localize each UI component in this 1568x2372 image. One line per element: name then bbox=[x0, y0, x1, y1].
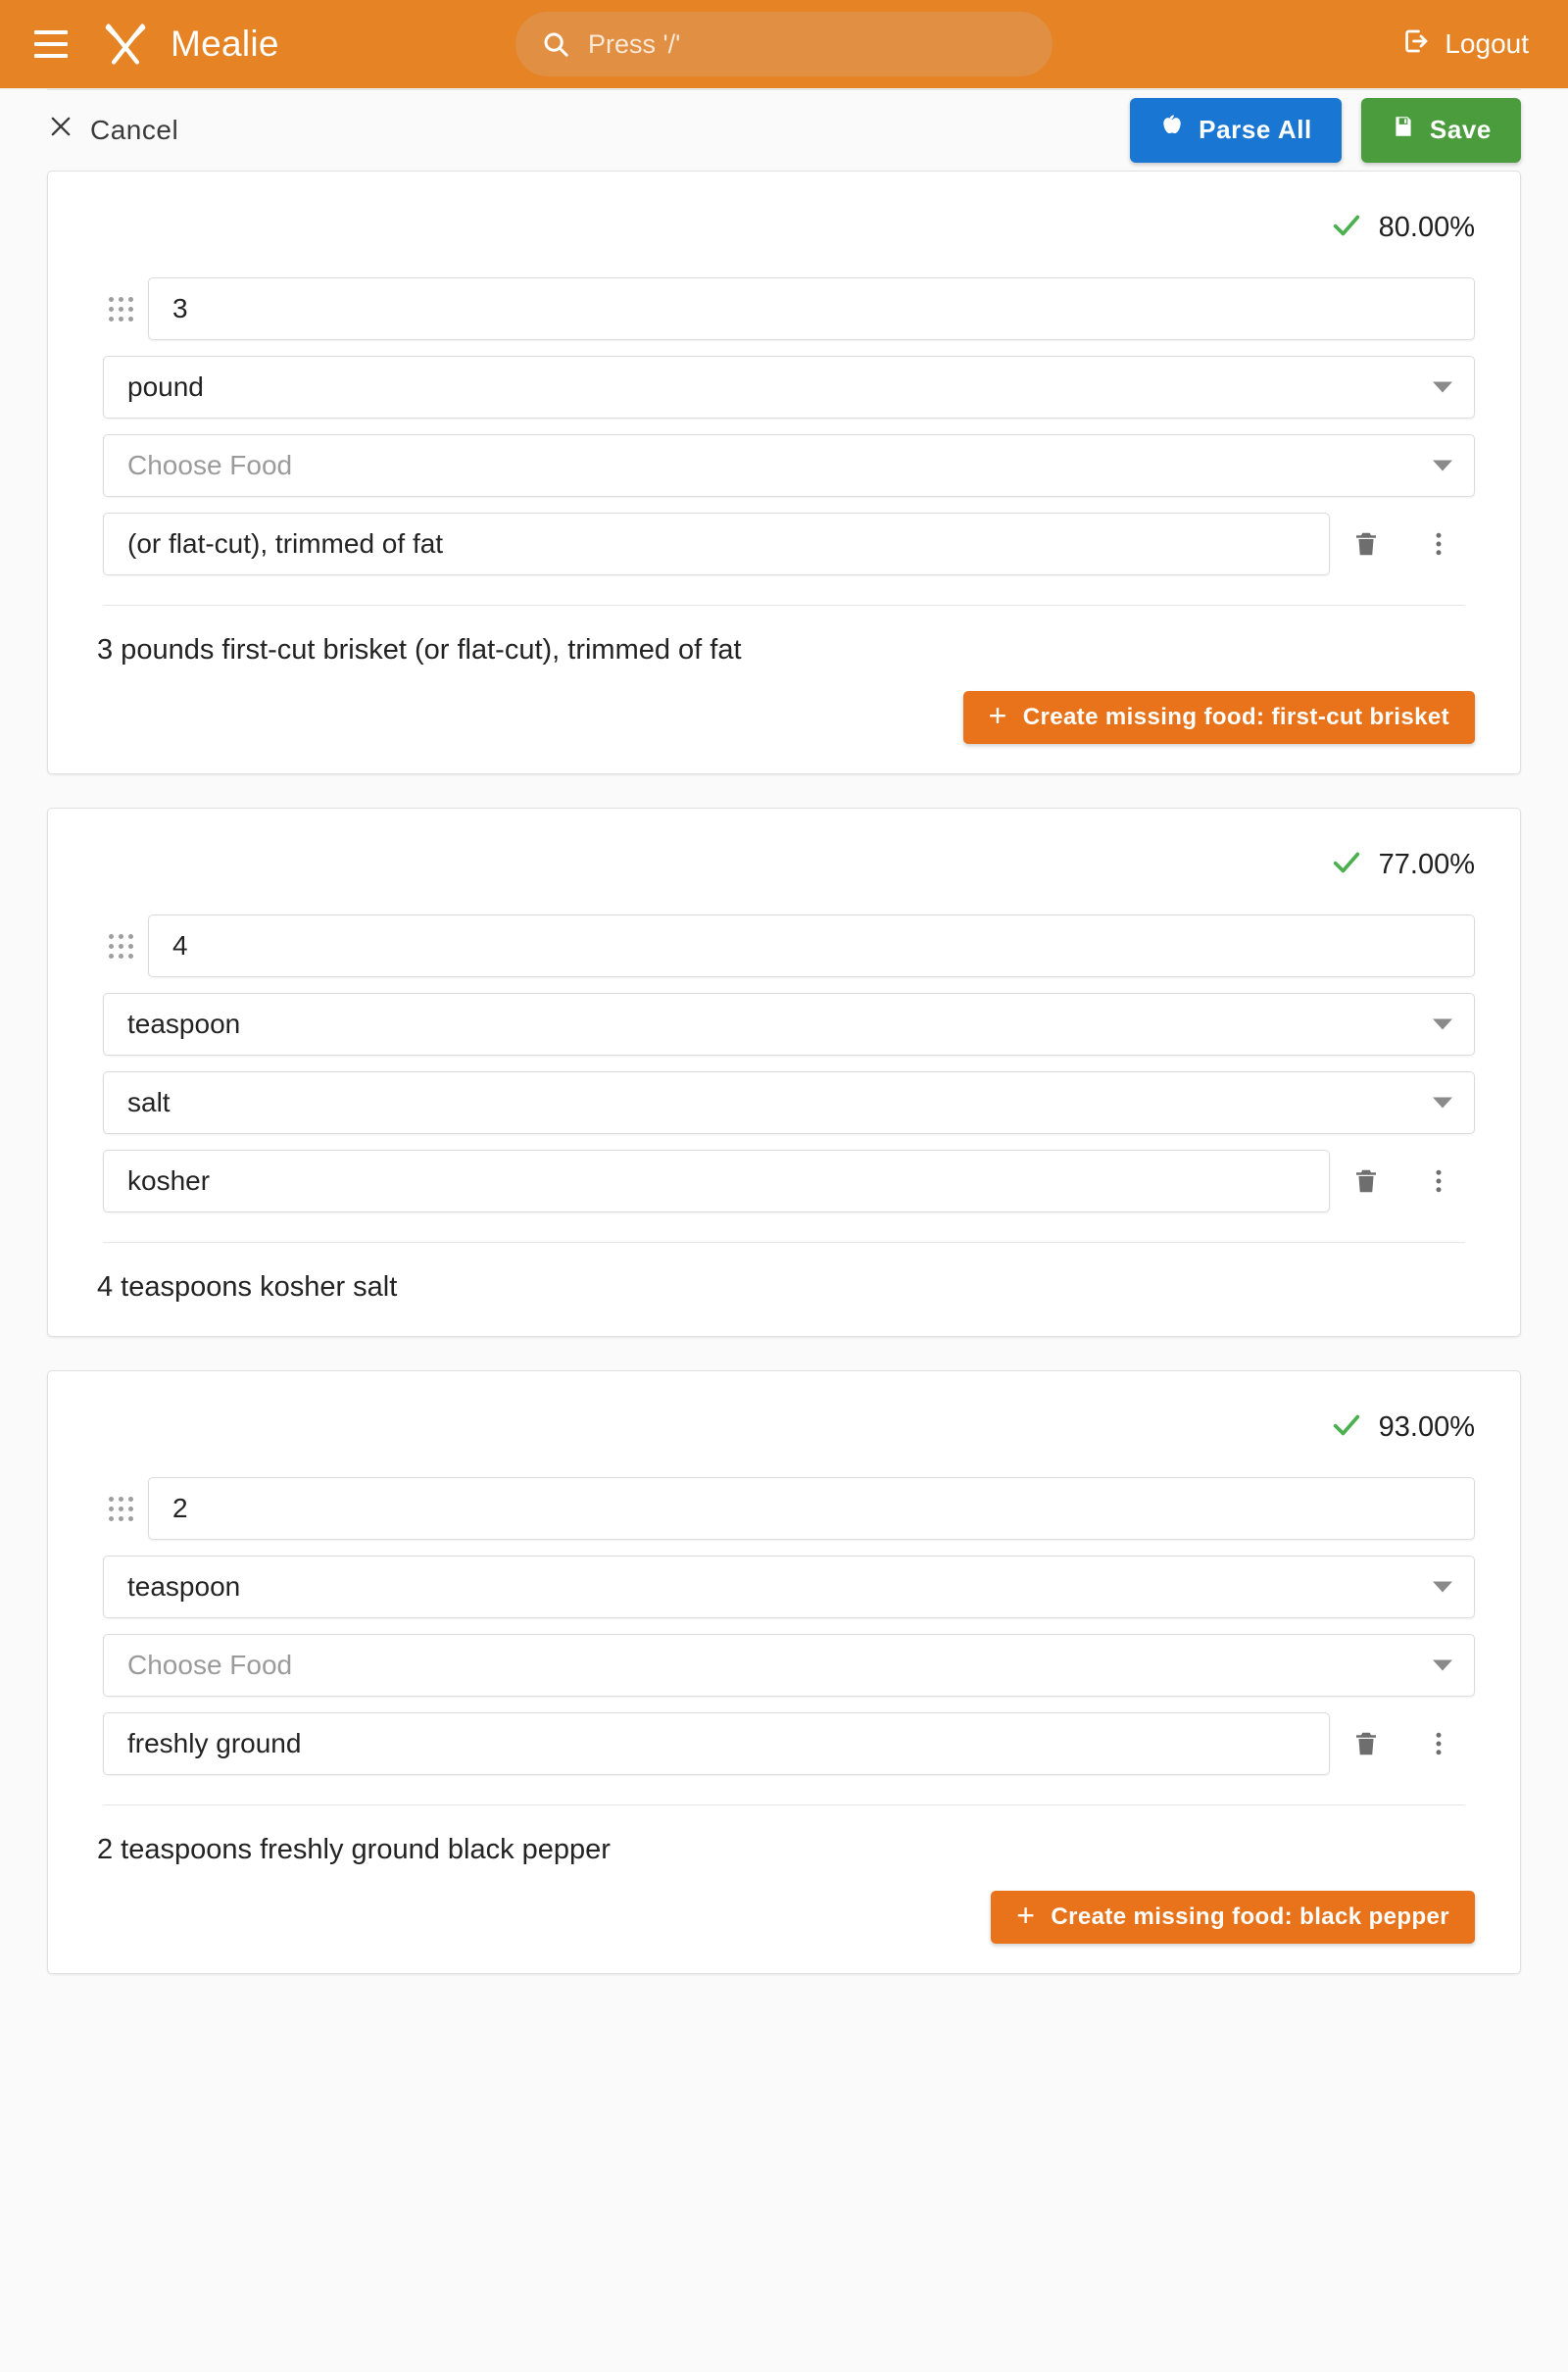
note-row bbox=[93, 513, 1475, 575]
app-bar bbox=[0, 0, 1568, 88]
save-label: Save bbox=[1429, 115, 1492, 144]
drag-handle-icon[interactable] bbox=[93, 1497, 148, 1521]
note-row bbox=[93, 1712, 1475, 1775]
check-icon bbox=[1330, 846, 1363, 884]
confidence-value: 93.00% bbox=[1378, 1410, 1475, 1443]
note-input[interactable]: kosher bbox=[103, 1150, 1330, 1212]
create-missing-food-button[interactable] bbox=[991, 1891, 1475, 1944]
original-text: 3 pounds first-cut brisket (or flat-cut), trimmed of fat bbox=[97, 634, 742, 666]
app-title: Mealie bbox=[171, 24, 279, 64]
food-select[interactable] bbox=[103, 1634, 1475, 1697]
more-options-button[interactable] bbox=[1402, 1712, 1475, 1775]
check-icon bbox=[1330, 1408, 1363, 1447]
ingredient-card bbox=[47, 1370, 1521, 1974]
confidence-indicator bbox=[93, 199, 1475, 256]
delete-button[interactable] bbox=[1330, 1150, 1402, 1212]
chevron-down-icon bbox=[1433, 1582, 1452, 1593]
save-button[interactable] bbox=[1361, 98, 1521, 163]
cancel-label: Cancel bbox=[90, 114, 179, 145]
food-row bbox=[93, 1634, 1475, 1697]
search-input[interactable] bbox=[515, 12, 1053, 76]
quantity-row bbox=[93, 277, 1475, 340]
chevron-down-icon bbox=[1433, 1660, 1452, 1671]
search-icon bbox=[541, 29, 570, 59]
create-missing-row bbox=[93, 1891, 1475, 1944]
unit-row bbox=[93, 356, 1475, 419]
quantity-row bbox=[93, 1477, 1475, 1540]
unit-select[interactable] bbox=[103, 993, 1475, 1056]
food-value: Choose Food bbox=[127, 1650, 293, 1681]
ingredient-list bbox=[0, 171, 1568, 2047]
drag-handle-icon[interactable] bbox=[93, 297, 148, 321]
confidence-indicator bbox=[93, 836, 1475, 893]
cancel-button[interactable] bbox=[47, 113, 178, 147]
editor-toolbar bbox=[0, 88, 1568, 171]
quantity-row bbox=[93, 914, 1475, 977]
unit-value: pound bbox=[127, 371, 204, 402]
unit-row bbox=[93, 1556, 1475, 1618]
plus-icon: + bbox=[1016, 1898, 1036, 1934]
food-value: salt bbox=[127, 1087, 171, 1118]
toolbar-actions bbox=[1130, 98, 1521, 163]
quantity-input[interactable]: 4 bbox=[148, 914, 1475, 977]
search-placeholder: Press '/' bbox=[588, 28, 681, 59]
chevron-down-icon bbox=[1433, 461, 1452, 471]
delete-button[interactable] bbox=[1330, 513, 1402, 575]
more-options-button[interactable] bbox=[1402, 513, 1475, 575]
toolbar-top-divider bbox=[47, 89, 1521, 90]
note-input[interactable]: freshly ground bbox=[103, 1712, 1330, 1775]
chevron-down-icon bbox=[1433, 1019, 1452, 1030]
unit-select[interactable] bbox=[103, 356, 1475, 419]
food-value: Choose Food bbox=[127, 450, 293, 480]
fork-knife-logo bbox=[98, 17, 153, 72]
logout-icon bbox=[1401, 26, 1431, 63]
quantity-input[interactable]: 3 bbox=[148, 277, 1475, 340]
food-select[interactable] bbox=[103, 1071, 1475, 1134]
parse-all-label: Parse All bbox=[1199, 115, 1312, 144]
logout-label: Logout bbox=[1445, 28, 1529, 59]
apple-icon bbox=[1159, 114, 1185, 146]
drag-handle-icon[interactable] bbox=[93, 934, 148, 959]
unit-value: teaspoon bbox=[127, 1571, 241, 1603]
quantity-input[interactable]: 2 bbox=[148, 1477, 1475, 1540]
check-icon bbox=[1330, 209, 1363, 247]
chevron-down-icon bbox=[1433, 1098, 1452, 1109]
parse-all-button[interactable] bbox=[1130, 98, 1342, 163]
confidence-indicator bbox=[93, 1399, 1475, 1456]
food-select[interactable] bbox=[103, 434, 1475, 497]
plus-icon: + bbox=[988, 698, 1007, 734]
hamburger-icon[interactable] bbox=[25, 19, 76, 70]
food-row bbox=[93, 1071, 1475, 1134]
note-input[interactable]: (or flat-cut), trimmed of fat bbox=[103, 513, 1330, 575]
logout-button[interactable] bbox=[1401, 26, 1529, 63]
more-options-button[interactable] bbox=[1402, 1150, 1475, 1212]
create-missing-food-button[interactable] bbox=[963, 691, 1475, 744]
close-icon bbox=[47, 113, 74, 147]
unit-row bbox=[93, 993, 1475, 1056]
create-missing-food-label: Create missing food: first-cut brisket bbox=[1022, 704, 1449, 731]
note-row bbox=[93, 1150, 1475, 1212]
original-text: 2 teaspoons freshly ground black pepper bbox=[97, 1834, 611, 1866]
unit-value: teaspoon bbox=[127, 1009, 241, 1040]
create-missing-food-label: Create missing food: black pepper bbox=[1051, 1903, 1449, 1931]
unit-select[interactable] bbox=[103, 1556, 1475, 1618]
chevron-down-icon bbox=[1433, 382, 1452, 393]
ingredient-card bbox=[47, 808, 1521, 1337]
original-text: 4 teaspoons kosher salt bbox=[97, 1271, 398, 1304]
confidence-value: 77.00% bbox=[1378, 848, 1475, 880]
ingredient-card bbox=[47, 171, 1521, 774]
food-row bbox=[93, 434, 1475, 497]
save-disk-icon bbox=[1391, 114, 1416, 146]
delete-button[interactable] bbox=[1330, 1712, 1402, 1775]
create-missing-row bbox=[93, 691, 1475, 744]
confidence-value: 80.00% bbox=[1378, 211, 1475, 243]
